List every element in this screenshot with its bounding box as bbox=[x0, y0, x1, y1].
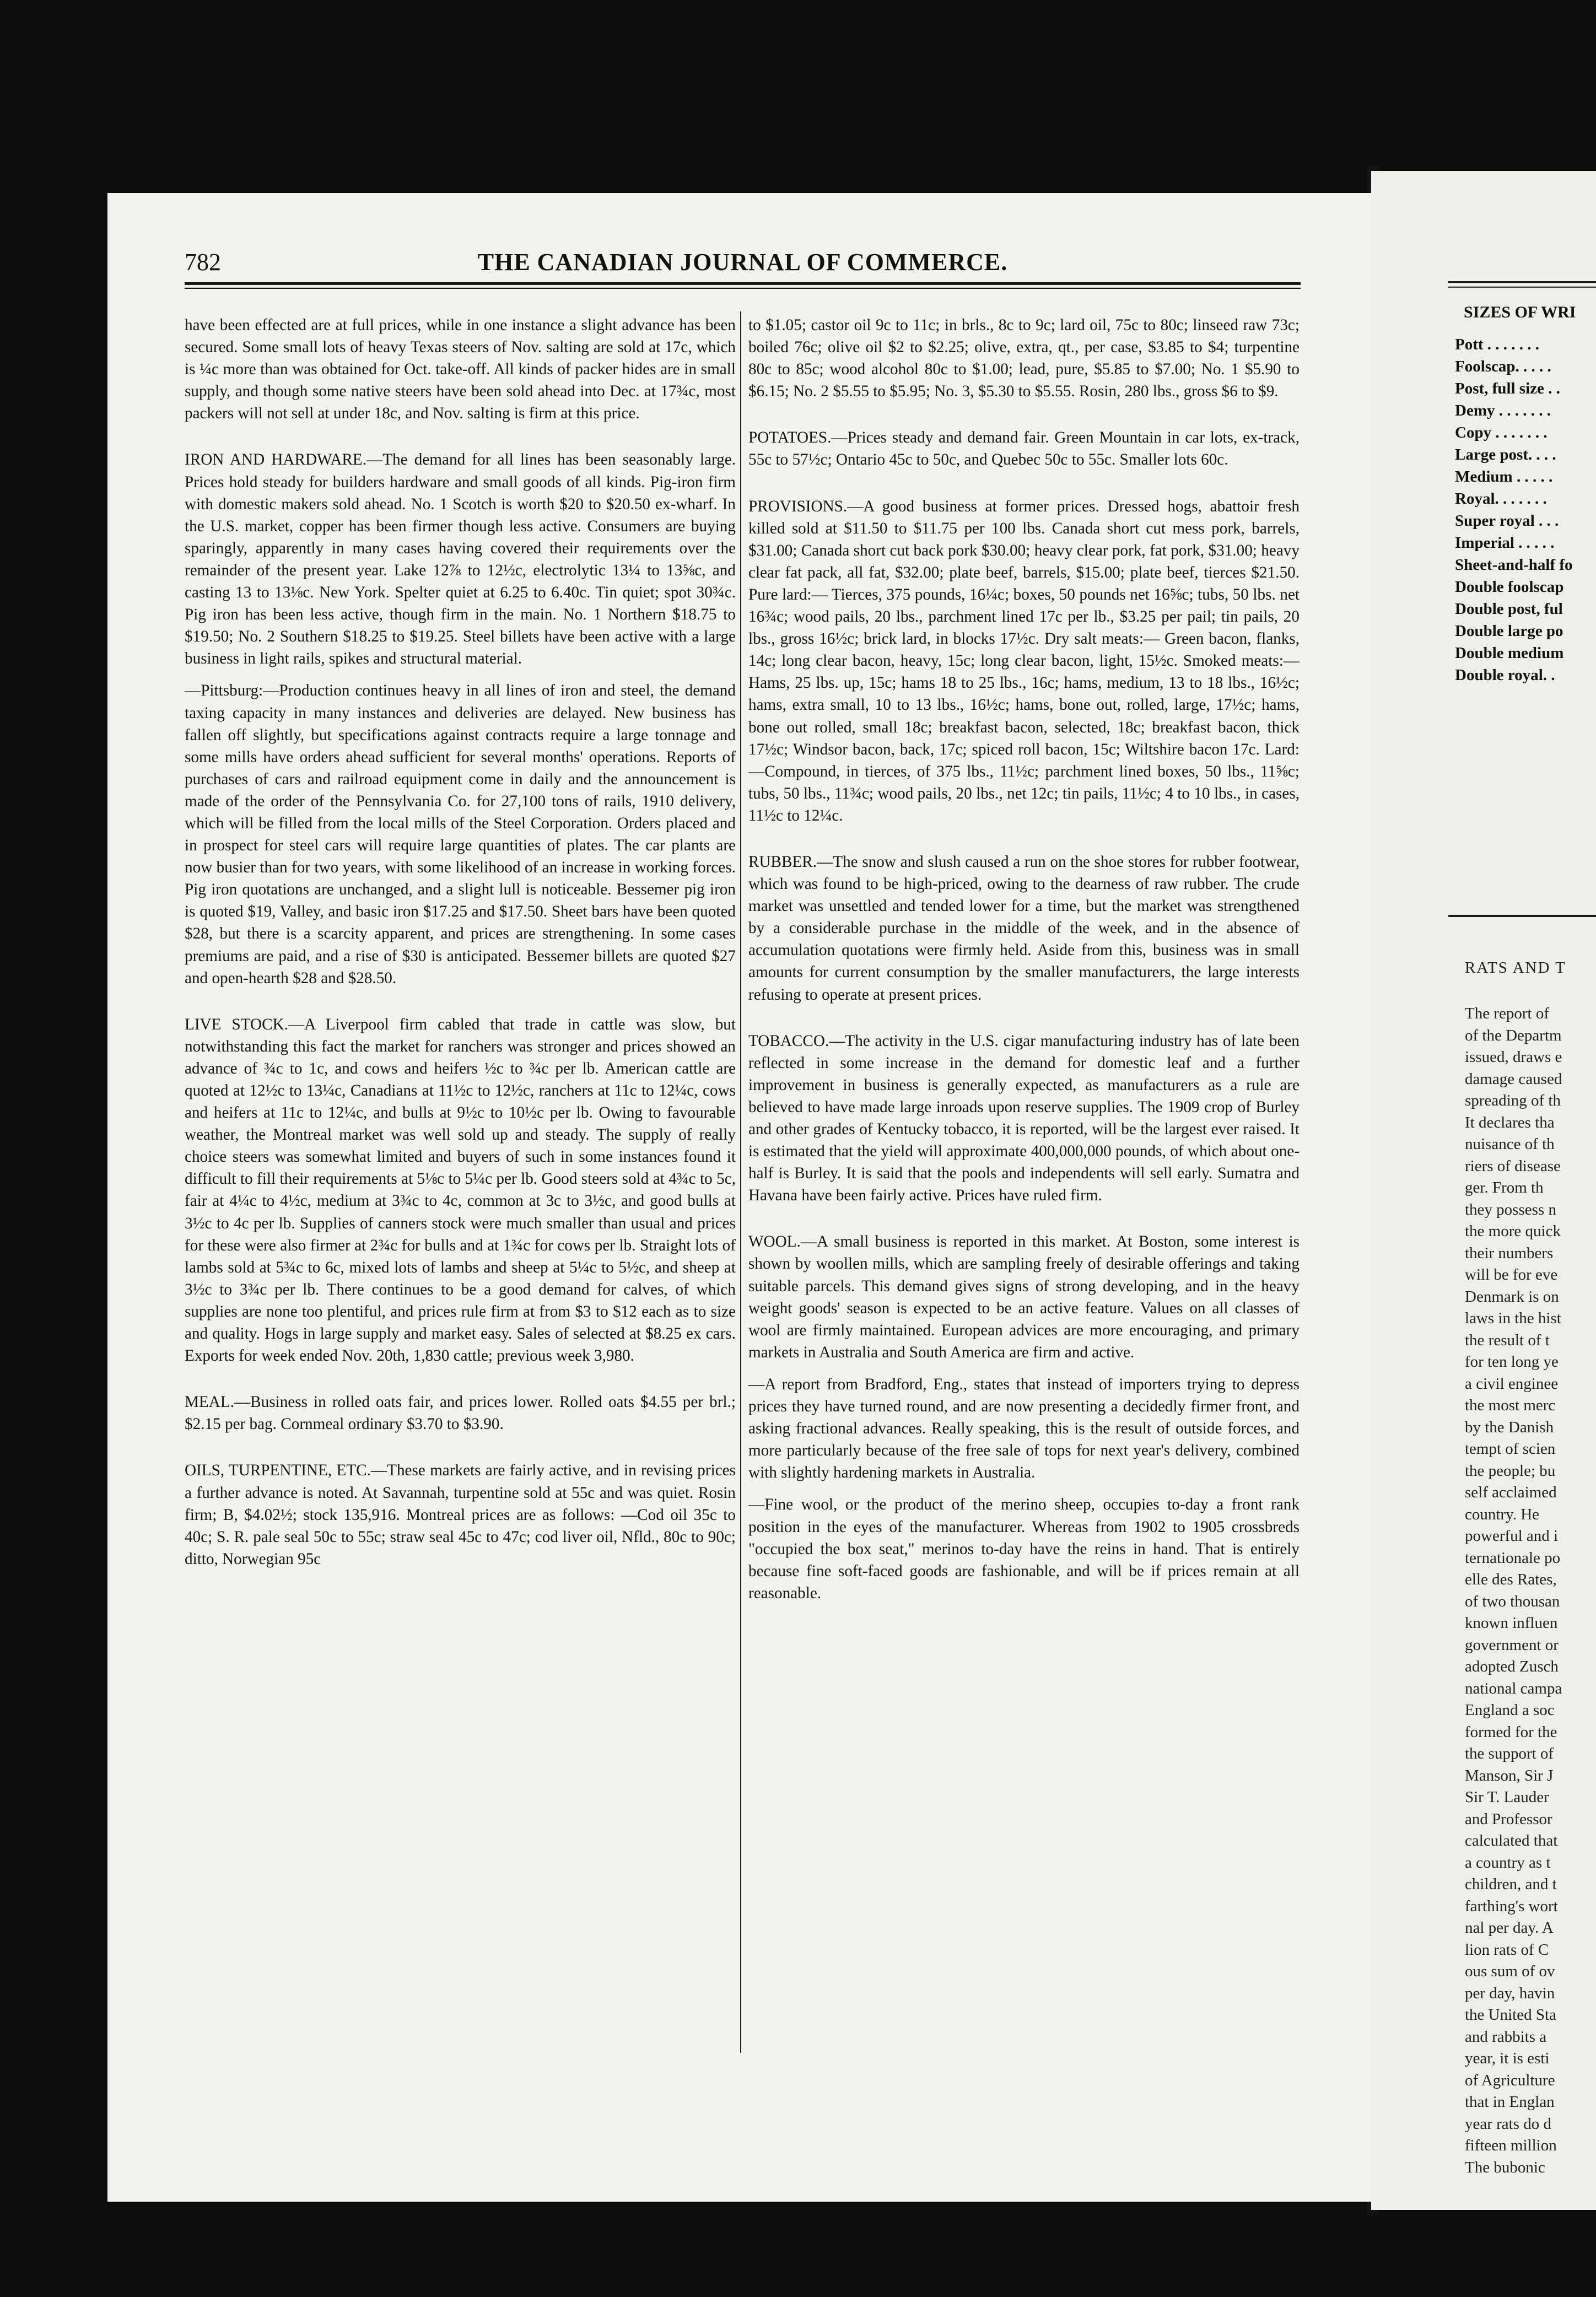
right-column bbox=[748, 314, 1300, 1614]
text-line: and Professor bbox=[1465, 1810, 1552, 1828]
text-line: laws in the hist bbox=[1465, 1309, 1561, 1327]
text-line: a civil enginee bbox=[1465, 1374, 1559, 1393]
text-line: Denmark is on bbox=[1465, 1287, 1559, 1306]
article-oils-turpentine: OILS, TURPENTINE, ETC.—These markets are fairly active, and in revising prices a further advance is noted. At Savannah, turpentine sold at 55c and was quiet. Rosin firm; B, $4.02½; stock 135,916. Montreal prices are as follows: —Cod oil 35c to 40c; S. R. pale seal 50c to 55c; straw seal 45c to 47c; cod liver oil, Nfld., 80c to 90c; ditto, Norwegian 95c bbox=[185, 1462, 736, 1568]
facing-rule-top bbox=[1448, 281, 1596, 283]
facing-article bbox=[1465, 1003, 1562, 2179]
article-bradford-report: —A report from Bradford, Eng., states that instead of importers trying to depress prices they have turned round, and are now presenting a decidedly firmer front, and asking fractional advances. Really speaking, this is the result of outside forces, and more particularly because of the free sale of tops for next year's delivery, combined with slightly hardening markets in Australia. bbox=[748, 1375, 1300, 1482]
text-line: that in Englan bbox=[1465, 2093, 1555, 2111]
text-line: and rabbits a bbox=[1465, 2028, 1547, 2046]
text-line: the United Sta bbox=[1465, 2006, 1556, 2024]
list-item: Double medium bbox=[1455, 644, 1564, 662]
text-line: country. He bbox=[1465, 1505, 1540, 1523]
text-line: their numbers bbox=[1465, 1244, 1554, 1262]
text-line: The report of bbox=[1465, 1005, 1549, 1022]
list-item: Double post, ful bbox=[1455, 600, 1563, 618]
header-rule-thick bbox=[185, 282, 1301, 285]
article-meal: MEAL.—Business in rolled oats fair, and prices lower. Rolled oats $4.55 per brl.; $2.15 per bag. Cornmeal ordinary $3.70 to $3.90. bbox=[185, 1393, 736, 1433]
list-item: Pott . . . . . . . bbox=[1455, 336, 1540, 353]
text-line: the most merc bbox=[1465, 1396, 1556, 1414]
facing-subheading: RATS AND T bbox=[1465, 959, 1566, 977]
column-divider bbox=[740, 311, 741, 2053]
text-line: of the Departm bbox=[1465, 1026, 1562, 1044]
list-item: Post, full size . . bbox=[1455, 380, 1560, 397]
text-line: year, it is esti bbox=[1465, 2050, 1550, 2067]
facing-heading: SIZES OF WRI bbox=[1464, 303, 1576, 321]
facing-rule-mid bbox=[1448, 915, 1596, 917]
list-item: Double foolscap bbox=[1455, 578, 1564, 596]
list-item: Royal. . . . . . . bbox=[1455, 490, 1547, 508]
header-rule-thin bbox=[185, 288, 1301, 289]
facing-rule-top-thin bbox=[1448, 287, 1596, 288]
text-line: will be for eve bbox=[1465, 1266, 1558, 1284]
text-line: powerful and i bbox=[1465, 1527, 1559, 1545]
text-line: of Agriculture bbox=[1465, 2071, 1555, 2089]
text-line: formed for the bbox=[1465, 1723, 1557, 1741]
paper-sizes-list bbox=[1455, 333, 1572, 686]
text-line: a country as t bbox=[1465, 1853, 1551, 1872]
article-tobacco: TOBACCO.—The activity in the U.S. cigar manufacturing industry has of late been reflected in some increase in the demand for domestic leaf and a further improvement in business is generally expected, as manufacturers as a rule are believed to have made large inroads upon reserve supplies. The 1909 crop of Burley and other grades of Kentucky tobacco, it is reported, will be the largest ever raised. It is estimated that the yield will approximate 400,000,000 pounds, of which about one-half is Burley. It is said that the pools and independents will sell early. Sumatra and Havana have been fairly active. Prices have ruled firm. bbox=[748, 1032, 1300, 1205]
list-item: Super royal . . . bbox=[1455, 512, 1559, 530]
article-wool: WOOL.—A small business is reported in this market. At Boston, some interest is shown by woollen mills, which are sampling freely of desirable offerings and taking suitable parcels. This demand gives signs of strong developing, and in the heavy weight goods' season is expected to be an active feature. Values on all classes of wool are firmly maintained. European advices are more encouraging, and primary markets in Australia and South America are firm and active. bbox=[748, 1233, 1300, 1361]
text-line: the more quick bbox=[1465, 1222, 1561, 1240]
article-potatoes: POTATOES.—Prices steady and demand fair. Green Mountain in car lots, ex-track, 55c to 57½c; Ontario 45c to 50c, and Quebec 50c to 55c. Smaller lots 60c. bbox=[748, 429, 1300, 469]
text-line: issued, draws e bbox=[1465, 1048, 1562, 1066]
list-item: Imperial . . . . . bbox=[1455, 534, 1555, 552]
article-pittsburg: —Pittsburg:—Production continues heavy in all lines of iron and steel, the demand taxing capacity in many instances and deliveries are delayed. New business has fallen off slightly, but specifications against contracts require a large tonnage and some mills have orders ahead sufficient for several months' operations. Reports of purchases of cars and railroad equipment come in daily and the announcement is made of the order of the Pennsylvania Co. for 27,100 tons of rails, 1910 delivery, which will be filled from the local mills of the Steel Corporation. Orders placed and in prospect for steel cars will require large quantities of plates. The car plants are now busier than for two years, with some likelihood of an increase in working forces. Pig iron quotations are unchanged, and a slight lull is noticeable. Bessemer pig iron is quoted $19, Valley, and basic iron $17.25 and $17.50. Sheet bars have been quoted $28, but there is a scarcity apparent, and prices are strengthening. In some cases premiums are paid, and a rise of $30 is anticipated. Bessemer billets are quoted $27 and open-hearth $28 and $28.50. bbox=[185, 682, 736, 987]
left-column bbox=[185, 314, 736, 1580]
text-line: of two thousan bbox=[1465, 1592, 1560, 1610]
text-line: ternationale po bbox=[1465, 1549, 1561, 1567]
running-head bbox=[107, 248, 1378, 281]
text-line: adopted Zusch bbox=[1465, 1658, 1559, 1675]
article-rubber: RUBBER.—The snow and slush caused a run on the shoe stores for rubber footwear, which was found to be high-priced, owing to the dearness of raw rubber. The crude market was unsettled and tended lower for a time, but the market was strengthened by a considerable purchase in the middle of the week, and in the absence of accumulation quotations were firmly held. Aside from this, business was in small amounts for current consumption by the smaller manufacturers, the large interests refusing to operate at present prices. bbox=[748, 853, 1300, 1004]
list-item: Foolscap. . . . . bbox=[1455, 358, 1551, 375]
list-item: Double royal. . bbox=[1455, 666, 1555, 684]
list-item: Large post. . . . bbox=[1455, 446, 1556, 463]
text-line: the people; bu bbox=[1465, 1462, 1556, 1480]
text-line: damage caused bbox=[1465, 1070, 1562, 1088]
text-line: fifteen million bbox=[1465, 2137, 1557, 2154]
text-line: riers of disease bbox=[1465, 1157, 1561, 1175]
text-line: It declares tha bbox=[1465, 1113, 1555, 1131]
text-line: per day, havin bbox=[1465, 1984, 1555, 2002]
text-line: year rats do d bbox=[1465, 2115, 1552, 2133]
text-line: nuisance of th bbox=[1465, 1135, 1555, 1153]
article-provisions: PROVISIONS.—A good business at former prices. Dressed hogs, abattoir fresh killed sold at $11.50 to $11.75 per 100 lbs. Canada short cut mess pork, barrels, $31.00; Canada short cut back pork $30.00; heavy clear pork, fat pork, $31.00; heavy clear fat pack, all fat, $32.00; plate beef, barrels, $15.00; plate beef, tierces $21.50. Pure lard:— Tierces, 375 pounds, 16¼c; boxes, 50 pounds net 16⅝c; tubs, 50 lbs. net 16¾c; wood pails, 20 lbs., parchment lined 17c per lb., $3.25 per pail; tin pails, 20 lbs., gross 16½c; brick lard, in blocks 17½c. Dry salt meats:— Green bacon, flanks, 14c; long clear bacon, heavy, 15c; long clear bacon, light, 15½c. Smoked meats:—Hams, 25 lbs. up, 15c; hams 18 to 25 lbs., 16c; hams, medium, 13 to 18 lbs., 16½c; hams, extra small, 10 to 13 lbs., 16½c; hams, bone out, rolled, large, 17½c; hams, bone out rolled, small 18c; breakfast bacon, selected, 18c; breakfast bacon, thick 17½c; Windsor bacon, back, 17c; spiced roll bacon, 15c; Wiltshire bacon 17c. Lard:—Compound, in tierces, of 375 lbs., 11½c; parchment lined boxes, 50 lbs., 11⅝c; tubs, 50 lbs., 11¾c; wood pails, 20 lbs., net 12c; tin pails, 11½c; 4 to 10 lbs., in cases, 11½c to 12¼c. bbox=[748, 497, 1300, 824]
text-line: nal per day. A bbox=[1465, 1919, 1554, 1937]
text-line: national campa bbox=[1465, 1679, 1562, 1697]
text-line: by the Danish bbox=[1465, 1418, 1554, 1436]
list-item: Demy . . . . . . . bbox=[1455, 402, 1551, 419]
text-line: calculated that bbox=[1465, 1832, 1558, 1850]
text-line: the result of t bbox=[1465, 1331, 1550, 1349]
article-paragraph: have been effected are at full prices, while in one instance a slight advance has been secured. Some small lots of heavy Texas steers of Nov. salting are sold at 17c, which is ¼c more than was obtained for Oct. take-off. All kinds of packer hides are in small supply, and though some native steers have been sold ahead into Dec. at 17¾c, most packers will not sell at under 18c, and Nov. salting is firm at this price. bbox=[185, 316, 736, 423]
text-line: Sir T. Lauder bbox=[1465, 1788, 1549, 1806]
text-line: ous sum of ov bbox=[1465, 1962, 1555, 1980]
text-line: The bubonic bbox=[1465, 2158, 1545, 2176]
text-line: lion rats of C bbox=[1465, 1940, 1549, 1959]
article-iron-hardware: IRON AND HARDWARE.—The demand for all lines has been seasonably large. Prices hold steady for builders hardware and small goods of all kinds. Pig-iron firm with domestic makers sold ahead. No. 1 Scotch is worth $20 to $20.50 ex-wharf. In the U.S. market, copper has been firmer though less active. Consumers are buying sparingly, apparently in many cases having covered their requirements over the remainder of the present year. Lake 12⅞ to 12½c, electrolytic 13¼ to 13⅝c, and casting 13 to 13⅛c. New York. Spelter quiet at 6.25 to 6.40c. Tin quiet; spot 30¾c. Pig iron has been less active, though firm in the main. No. 1 Northern $18.75 to $19.50; No. 2 Southern $18.25 to $19.25. Steel billets have been active with a large business in light rails, spikes and structural material. bbox=[185, 451, 736, 668]
text-line: known influen bbox=[1465, 1614, 1558, 1632]
article-live-stock: LIVE STOCK.—A Liverpool firm cabled that trade in cattle was slow, but notwithstanding this fact the market for ranchers was stronger and prices showed an advance of ¾c to 1c, and cows and heifers ½c to ¾c per lb. American cattle are quoted at 12½c to 13¼c, Canadians at 11½c to 12½c, ranchers at 11c to 12¼c, cows and heifers at 11c to 12¼c, and bulls at 9½c to 10½c per lb. Owing to favourable weather, the Montreal market was well sold up and steady. The supply of really choice steers was somewhat limited and buyers of such in some instances found it difficult to fill their requirements at 5⅛c to 5¼c per lb. Good steers sold at 4¾c to 5c, fair at 4¼c to 4½c, medium at 3¾c to 4c, common at 3c to 3½c, and good bulls at 3½c to 4c per lb. Supplies of canners stock were much smaller than usual and prices for these were also firmer at 2¾c for bulls and at 1¾c for cows per lb. Straight lots of lambs sold at 5¾c to 6c, mixed lots of lambs and sheep at 5¼c to 5½c, and sheep at 3½c to 3¾c per lb. There continues to be a good demand for calves, of which supplies are none too plentiful, and prices rule firm at from $3 to $12 each as to size and quality. Hogs in large supply and market easy. Sales of selected at $8.25 ex cars. Exports for week ended Nov. 20th, 1,830 cattle; previous week 3,980. bbox=[185, 1015, 736, 1365]
text-line: the support of bbox=[1465, 1745, 1554, 1762]
article-fine-wool: —Fine wool, or the product of the merino sheep, occupies to-day a front rank position in the eyes of the manufacturer. Whereas from 1902 to 1905 crossbreds "occupied the box seat," merinos to-day have the reins in hand. That is entirely because fine soft-faced goods are fashionable, and will be if prices remain at all reasonable. bbox=[748, 1496, 1300, 1602]
text-line: farthing's wort bbox=[1465, 1897, 1558, 1915]
journal-page bbox=[107, 193, 1378, 2202]
text-line: they possess n bbox=[1465, 1200, 1556, 1218]
list-item: Copy . . . . . . . bbox=[1455, 424, 1548, 441]
journal-title: THE CANADIAN JOURNAL OF COMMERCE. bbox=[477, 249, 1008, 276]
text-line: Manson, Sir J bbox=[1465, 1766, 1554, 1784]
list-item: Sheet-and-half fo bbox=[1455, 556, 1573, 574]
text-line: children, and t bbox=[1465, 1875, 1557, 1893]
article-oils-continued: to $1.05; castor oil 9c to 11c; in brls., 8c to 9c; lard oil, 75c to 80c; linseed raw 73c; boiled 76c; olive oil $2 to $2.25; olive, extra, qt., per case, $3.85 to $4; turpentine 80c to 85c; wood alcohol 80c to $1.00; lead, pure, $5.85 to $7.00; No. 1 $5.90 to $6.15; No. 2 $5.55 to $5.95; No. 3, $5.30 to $5.55. Rosin, 280 lbs., gross $6 to $9. bbox=[748, 316, 1300, 401]
list-item: Double large po bbox=[1455, 622, 1563, 640]
text-line: spreading of th bbox=[1465, 1092, 1561, 1109]
text-line: England a soc bbox=[1465, 1701, 1555, 1719]
text-line: tempt of scien bbox=[1465, 1440, 1556, 1458]
text-line: ger. From th bbox=[1465, 1179, 1544, 1196]
text-line: for ten long ye bbox=[1465, 1353, 1559, 1371]
text-line: government or bbox=[1465, 1636, 1559, 1654]
text-line: elle des Rates, bbox=[1465, 1571, 1557, 1588]
facing-page bbox=[1371, 171, 1596, 2210]
text-line: self acclaimed bbox=[1465, 1484, 1557, 1501]
list-item: Medium . . . . . bbox=[1455, 468, 1553, 486]
page-number: 782 bbox=[185, 249, 221, 276]
